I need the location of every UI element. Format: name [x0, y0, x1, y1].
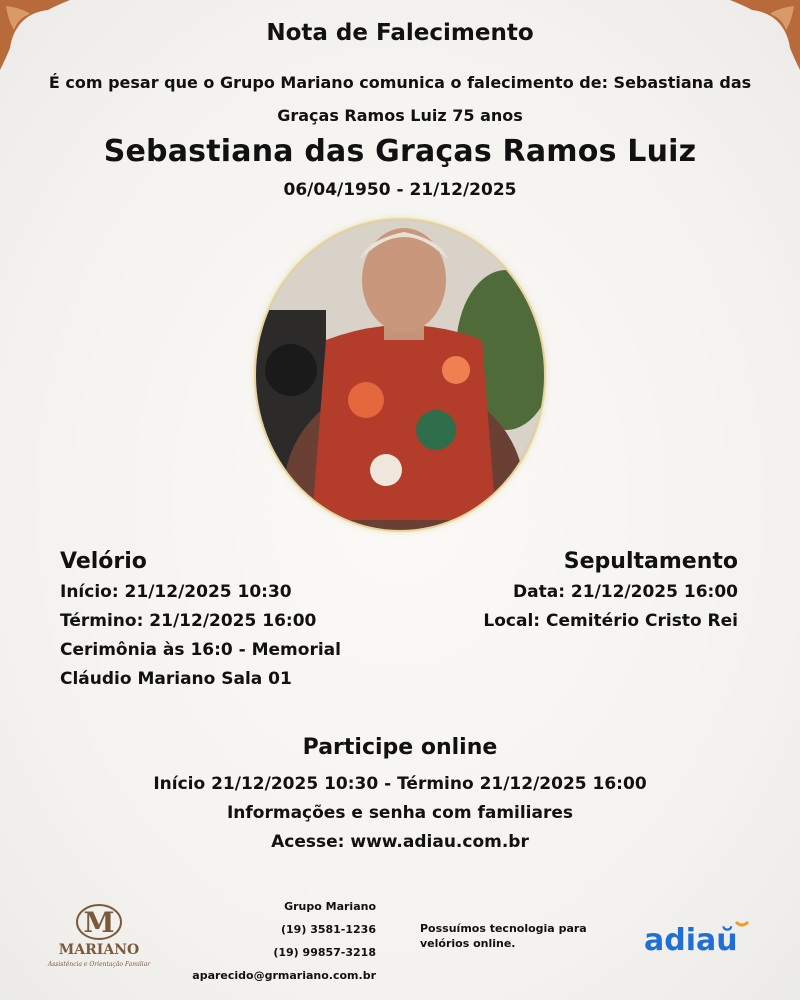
tech-note: Possuímos tecnologia para velórios online. [420, 922, 587, 950]
online-heading: Participe online [302, 735, 498, 760]
velorio-termino: Término: 21/12/2025 16:00 [60, 611, 317, 631]
email-link[interactable]: aparecido@grmariano.com.br [192, 969, 376, 982]
velorio-inicio: Início: 21/12/2025 10:30 [60, 582, 292, 602]
sepultamento-heading: Sepultamento [563, 549, 738, 574]
mariano-logo [44, 902, 154, 972]
phone-2[interactable]: (19) 99857-3218 [273, 946, 376, 959]
online-info: Informações e senha com familiares [226, 803, 574, 823]
adiau-logo [640, 916, 760, 960]
photo-illustration [256, 220, 544, 530]
phone-1[interactable]: (19) 3581-1236 [281, 923, 376, 936]
adiau-logo-accent [736, 922, 748, 925]
velorio-cerimonia-line2: Cláudio Mariano Sala 01 [60, 669, 292, 689]
deceased-photo [256, 220, 544, 530]
company-name: Grupo Mariano [284, 900, 376, 913]
velorio-section [60, 548, 400, 694]
life-dates: 06/04/1950 - 21/12/2025 [283, 180, 517, 200]
deceased-name: Sebastiana das Graças Ramos Luiz [103, 134, 697, 169]
mariano-logo-text: MARIANO [58, 942, 140, 958]
contact-info [180, 895, 376, 987]
sepultamento-local: Local: Cemitério Cristo Rei [483, 611, 738, 631]
sepultamento-data: Data: 21/12/2025 16:00 [513, 582, 738, 602]
velorio-heading: Velório [60, 549, 147, 574]
online-schedule: Início 21/12/2025 10:30 - Término 21/12/2025 16:00 [153, 774, 647, 794]
adiau-logo-text: adiaŭ [644, 923, 738, 958]
intro-text: É com pesar que o Grupo Mariano comunica o falecimento de: Sebastiana das Graças Ramos Luiz 75 anos [48, 73, 752, 125]
page-title: Nota de Falecimento [266, 20, 534, 46]
velorio-cerimonia-line1: Cerimônia às 16:0 - Memorial [60, 640, 341, 660]
svg-text:M: M [83, 906, 115, 939]
online-website-link[interactable]: Acesse: www.adiau.com.br [271, 832, 529, 852]
sepultamento-section [398, 548, 738, 636]
mariano-logo-subtitle: Assistência e Orientação Familiar [47, 961, 151, 968]
